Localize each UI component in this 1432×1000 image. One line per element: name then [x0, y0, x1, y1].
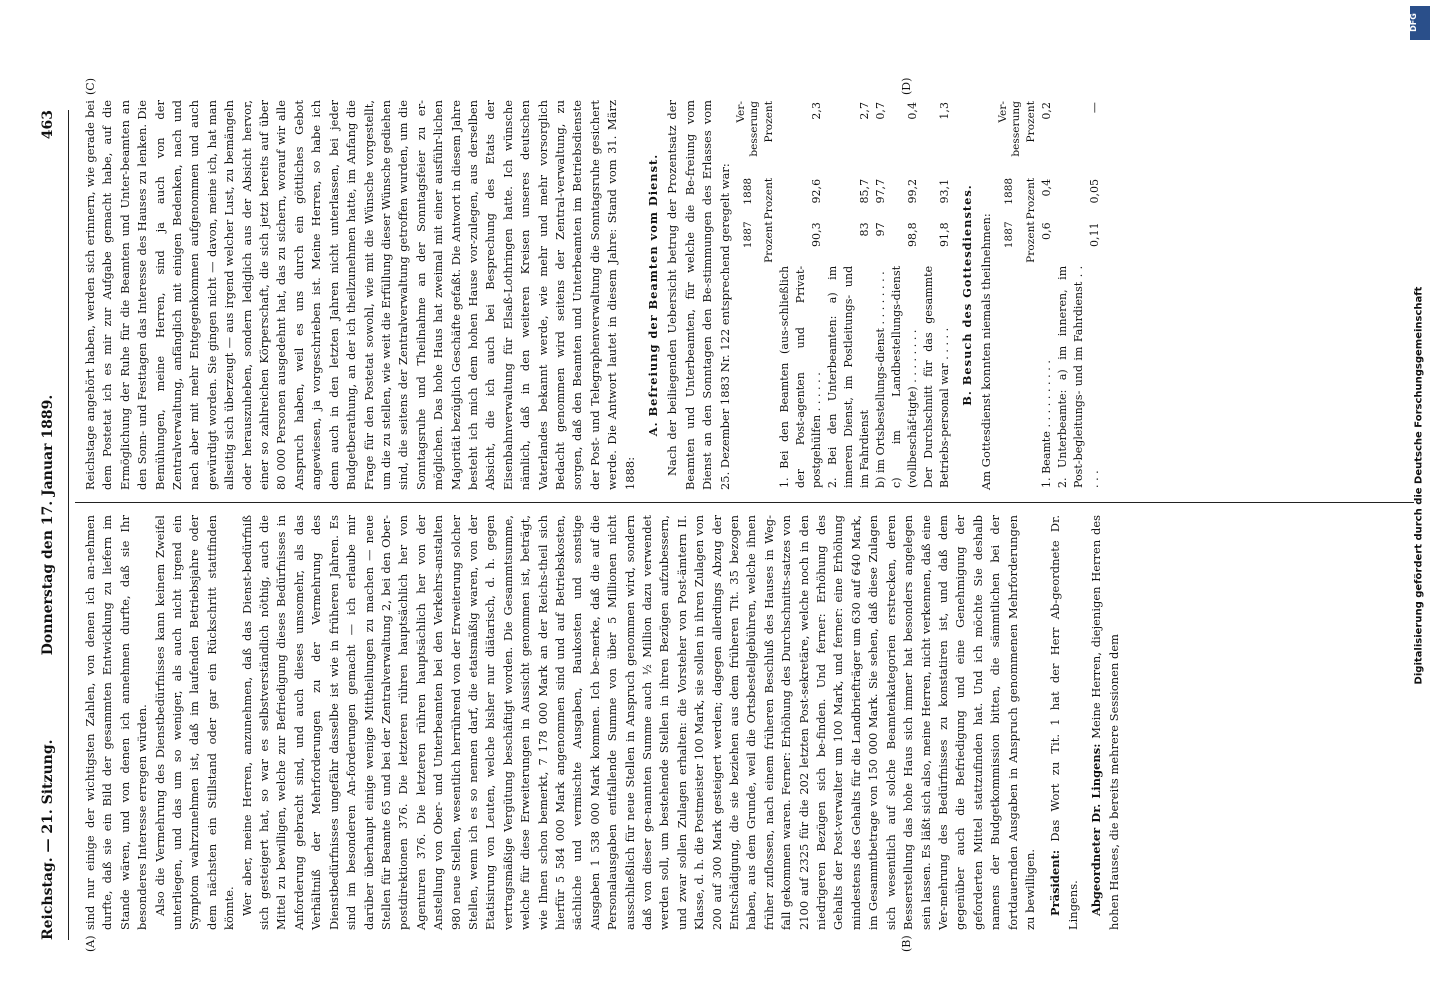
section-b-heading: B. Besuch des Gottesdienstes.	[960, 184, 975, 406]
paragraph: sind nur einige der wichtigsten Zahlen, von denen ich an-nehmen durfte, daß sie ein Bild der gesammten Entwicklung zu liefern im Stande wären, und von denen ich annehmen durfte, daß sie Ihr besonderes Interesse erregen würden.	[83, 515, 150, 930]
cell: 83	[858, 222, 872, 237]
cell: 0,4	[1039, 178, 1053, 197]
header-center: Donnerstag den 17. Januar 1889.	[40, 394, 56, 656]
cell: 0,2	[1039, 102, 1053, 120]
col-1887: 1887	[1003, 221, 1016, 249]
col-1887: 1887	[741, 221, 754, 249]
speaker-text: Meine Herren, diejenigen Herren des hohen Hauses, die bereits mehrere Sessionen dem	[1089, 514, 1121, 930]
row-label: 1. Bei den Beamten (aus-schließlich der Post-agenten und Privat-postgehülfen . . . . . .	[778, 265, 824, 488]
digitization-sidebar	[1406, 0, 1432, 1000]
cell: —	[1087, 102, 1101, 114]
margin-letter-c: (C)	[84, 78, 97, 95]
section-b-text: Am Gottesdienst konnten niemals theilnehmen:	[979, 213, 994, 490]
paragraph: Also die Vermehrung des Dienstbedürfnisses kann keinem Zweifel unterliegen, und das um so weniger, als auch nicht irgend ein Symptom wahrzunehmen ist, daß im laufenden Betriebsjahre oder dem nächsten ein Stillstand oder gar ein Rückschritt stattfinden könnte.	[152, 515, 237, 930]
section-a-text: Nach der beiliegenden Uebersicht betrug der Prozentsatz der Beamten und Unterbeamten, für welche die Be-freiung vom Dienst an den Sonntagen den Be-stimmungen des Erlasses vom 25. Dezember 1883 Nr. 122 entsprechend geregelt war:	[665, 100, 732, 490]
cell: 0,4	[906, 102, 920, 120]
cell: 91,8	[938, 222, 952, 248]
table-row	[1039, 100, 1055, 490]
running-header	[40, 110, 70, 940]
speaker-label: Abgeordneter Dr. Lingens:	[1089, 743, 1104, 916]
table-a	[734, 100, 953, 490]
cell: 90,3	[810, 222, 824, 248]
paragraph: Reichstage angehört haben, werden sich erinnern, wie gerade bei dem Postetat ich es mir zur Aufgabe gemacht habe, auf die Ermöglichung der Ruhe für die Beamten und Unter-beamten an den Sonn- und Festtagen das Interesse des Hauses zu lenken. Die Bemühungen, meine Herren, sind ja auch von der Zentralverwaltung, anfänglich mit einigen Bedenken, nach und nach aber mit mehr Entgegenkommen aufgenommen und auch gewürdigt worden. Sie gingen nicht — davon, meine ich, hat man allseitig sich überzeugt — aus irgend welcher Lust, zu bemängeln oder herauszuheben, sondern lediglich aus der Absicht hervor, einer so zahlreichen Körperschaft, die sich jetzt bereits auf über 80 000 Personen ausgedehnt hat, das zu sichern, worauf wir alle Anspruch haben, weil es uns durch ein göttliches Gebot angewiesen, ja vorgeschrieben ist. Meine Herren, so habe ich denn auch in den letzten Jahren nicht unterlassen, bei jeder Budgetberathung, an der ich theilzunehmen hatte, im Anfang die Frage für den Postetat sowohl, wie mit die Wünsche vorgestellt, um die zu stellen, wie weit die Erfüllung dieser Wünsche gediehen sind, die seitens der Zentralverwaltung getroffen wurden, um die Sonntagsruhe und Theilnahme an der Sonntagsfeier zu er-möglichen. Das hohe Haus hat zweimal mit einer ausführ-lichen Majorität bezüglich Geschäfte gefaßt. Die Antwort in diesem Jahre besteht ich mich dem hohen Hause vor-zulegen, aus derselben Absicht, die ich auch bei Besprechung des Etats der Eisenbahnverwaltung für Elsaß-Lothringen hatte. Ich wünsche nämlich, daß in den weiteren Kreisen unseres deutschen Vaterlandes bekannt werde, wie mehr und mehr vorsorglich Bedacht genommen wird seitens der Zentral-verwaltung, zu sorgen, daß den Beamten und Unterbeamten im Betriebsdienste der Post- und Telegraphenverwaltung die Sonntagsruhe gesichert werde. Die Antwort lautet in diesem Jahre: Stand vom 31. März 1888:	[83, 100, 637, 490]
table-row	[873, 100, 889, 490]
cell: 93,1	[938, 178, 952, 204]
margin-letter-b: (B)	[900, 935, 913, 952]
row-label: b) im Ortsbestellungs-dienst . . . . . . . .	[874, 271, 888, 488]
header-left: Reichstag. — 21. Sitzung.	[40, 739, 56, 940]
cell: 97	[874, 222, 888, 237]
row-label: Der Durchschnitt für das gesammte Betriebs-personal war . . . . .	[922, 265, 952, 488]
table-row	[825, 100, 873, 490]
cell: 92,6	[810, 178, 824, 204]
sidebar-text: Digitalisierung gefördert durch die Deutsche Forschungsgemeinschaft	[1413, 286, 1425, 685]
cell: 0,7	[874, 102, 888, 120]
col-improvement: Ver-besserung	[735, 101, 761, 157]
table-header-row	[734, 100, 762, 490]
unit: Prozent	[1024, 221, 1037, 263]
table-subheader-row	[762, 100, 777, 490]
unit: Prozent	[763, 177, 776, 220]
dfg-logo	[1410, 6, 1430, 40]
unit: Prozent	[763, 101, 776, 143]
table-row	[1055, 100, 1103, 490]
table-row	[777, 100, 825, 490]
table-row	[921, 100, 953, 490]
column-divider	[75, 502, 1414, 503]
dfg-logo-text: DFG	[1408, 13, 1418, 32]
row-label: 1. Beamte . . . . . . . . . .	[1039, 360, 1053, 488]
margin-letter-d: (D)	[900, 77, 913, 95]
unit: Prozent	[1024, 177, 1037, 220]
president-text: Das Wort zu Tit. 1 hat der Herr Ab-geordnete Dr. Lingens.	[1048, 515, 1080, 930]
row-label: c) im Landbestellungs-dienst (vollbeschäf-tigte) . . . . . . . .	[890, 265, 920, 488]
right-column	[82, 100, 1103, 490]
col-1888: 1888	[1003, 177, 1016, 205]
section-a-heading: A. Befreiung der Beamten vom Dienst.	[646, 153, 660, 437]
table-b	[996, 100, 1103, 490]
speaker-paragraph	[1088, 515, 1123, 930]
cell: 0,6	[1039, 222, 1053, 240]
cell: 99,2	[906, 178, 920, 204]
cell: 2,3	[810, 102, 824, 120]
cell: 0,11	[1087, 222, 1101, 248]
unit: Prozent	[763, 221, 776, 263]
president-label: Präsident:	[1048, 849, 1063, 916]
cell: 1,3	[938, 102, 952, 120]
table-header-row	[996, 100, 1024, 490]
page-number: 463	[40, 110, 56, 140]
left-column	[82, 515, 1123, 930]
paragraph: Wer aber, meine Herren, anzunehmen, daß das Dienst-bedürfniß sich gesteigert hat, so war es selbstverständlich nöthig, auch die Mittel zu bewilligen, welche zur Befriedigung dieses Bedürfnisses in Anforderung gebracht sind, und auch dieses umsomehr, als das Verhältniß der Mehrforderungen zu der Vermehrung des Dienstbedürfnisses ungefähr dasselbe ist wie in früheren Jahren. Es sind im besonderen An-forderungen gemacht — ich erlaube mir darüber überhaupt einige wenige Mittheilungen zu machen — neue Stellen für Beamte 65 und bei der Zentralverwaltung 2, bei den Ober-postdirektionen 376. Die letzteren rühren hauptsächlich her von Agenturen 376. Die letzteren rühren hauptsächlich her von der Anstellung von Ober- und Unterbeamten bei den Verkehrs-anstalten 980 neue Stellen, wesentlich herrührend von der Erweiterung solcher Stellen, wenn ich es so nennen darf, die etatsmäßig waren, von der Etatisirung von Leuten, welche bisher nur diätarisch, d. h. gegen vertragsmäßige Vergütung beschäftigt worden. Die Gesammtsumme, welche für diese Erweiterungen in Aussicht genommen ist, beträgt, wie Ihnen schon bemerkt, 7 178 000 Mark an der Reichs-theil sich hierfür 5 584 000 Mark angenommen sind und auf Betriebskosten, sächliche und vermischte Ausgaben, Baukosten und sonstige Ausgaben 1 538 000 Mark kommen. Ich be-merke, daß die auf die Personalausgaben entfallende Summe von über 5 Millionen nicht ausschließlich für neue Stellen in Anspruch genommen wird, sondern daß von dieser ge-nannten Summe auch ½ Million dazu verwendet werden soll, um bestehende Stellen in ihren Bezügen aufzubessern, und zwar sollen Zulagen erhalten: die Vorsteher von Post-ämtern II. Klasse, d. h. die Postmeister 100 Mark, sie sollen in ihren Zulagen von 200 auf 300 Mark gesteigert werden; dagegen allerdings Abzug der Entschädigung, die sie beziehen aus dem früheren Tit. 35 bezogen haben, aus dem Grunde, weil die Ortsbestellgebühren, welche ihnen früher zuflossen, nach einem früheren Beschluß des Hauses in Weg-fall gekommen waren. Ferner: Erhöhung des Durchschnitts-satzes von 2100 auf 2325 für die 202 letzten Post-sekretäre, welche noch in den niedrigeren Bezügen sich be-finden. Und ferner: Erhöhung des Gehalts der Post-verwalter um 100 Mark, und ferner: eine Erhöhung mindestens des Gehalts für die Landbriefträger um 630 auf 640 Mark, im Gesammtbetrage von 150 000 Mark. Sie sehen, daß diese Zulagen sich wesentlich auf solche Beamtenkategorien erstrecken, deren Besserstellung das hohe Haus sich immer hat besonders angelegen sein lassen. Es läßt sich also, meine Herren, nicht verkennen, daß eine Ver-mehrung des Bedürfnisses zu konstatiren ist, und daß dem gegenüber auch die Befriedigung und eine Genehmigung der geforderten Mittel stattzufinden hat. Und ich möchte Sie deshalb namens der Budgetkommission bitten, die sämmtlichen bei der fortdauernden Ausgaben in Anspruch genommenen Mehrforderungen zu bewilligen.	[239, 515, 1037, 930]
sidebar-caption	[1409, 140, 1429, 840]
row-label: 2. Unterbeamte: a) im inneren, im Post-begleitungs- und im Fahrdienst . . . . .	[1055, 265, 1101, 488]
col-1888: 1888	[741, 177, 754, 205]
col-improvement: Ver-besserung	[996, 101, 1022, 157]
header-rule	[68, 110, 69, 940]
cell: 85,7	[858, 178, 872, 204]
unit: Prozent	[1024, 101, 1037, 143]
president-paragraph	[1047, 515, 1082, 930]
cell: 0,05	[1087, 178, 1101, 204]
table-subheader-row	[1024, 100, 1039, 490]
margin-letter-a: (A)	[84, 935, 97, 952]
cell: 98,8	[906, 222, 920, 248]
cell: 2,7	[858, 102, 872, 120]
table-row	[889, 100, 921, 490]
cell: 97,7	[874, 178, 888, 204]
row-label: 2. Bei den Unterbeamten: a) im inneren Dienst, im Postleitungs- und im Fahrdienst	[826, 265, 872, 488]
